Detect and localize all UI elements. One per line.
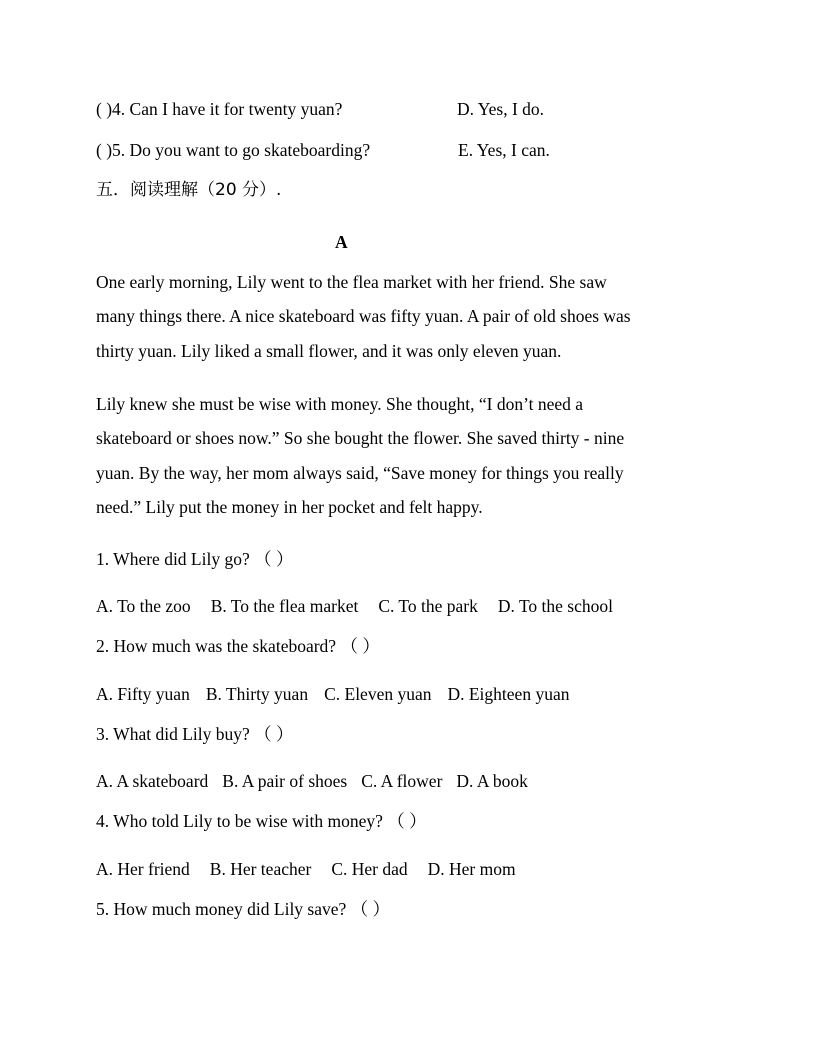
question-4-options (96, 861, 516, 879)
question-4: 4. Who told Lily to be wise with money? （ ） (96, 811, 427, 831)
option-d: D. A book (456, 771, 528, 791)
question-3-options (96, 773, 528, 791)
option-a: A. Fifty yuan (96, 684, 190, 704)
question-1-options (96, 598, 613, 616)
option-a: A. To the zoo (96, 596, 191, 616)
option-a: A. A skateboard (96, 771, 209, 791)
option-c: C. To the park (378, 596, 478, 616)
matching-question-5: ( )5. Do you want to go skateboarding? (96, 140, 371, 160)
option-b: B. Her teacher (209, 859, 312, 879)
option-c: C. A flower (361, 771, 443, 791)
paragraph-line: One early morning, Lily went to the flea market with her friend. She saw (96, 272, 607, 292)
question-1: 1. Where did Lily go? （ ） (96, 549, 294, 569)
option-c: C. Eleven yuan (324, 684, 432, 704)
question-2: 2. How much was the skateboard? （ ） (96, 636, 380, 656)
option-b: B. A pair of shoes (222, 771, 348, 791)
question-3: 3. What did Lily buy? （ ） (96, 724, 294, 744)
matching-question-4: ( )4. Can I have it for twenty yuan? (96, 99, 343, 119)
question-5: 5. How much money did Lily save? （ ） (96, 899, 391, 919)
question-2-options (96, 686, 569, 704)
paragraph-line: Lily knew she must be wise with money. She thought, “I don’t need a (96, 394, 584, 414)
paragraph-line: need.” Lily put the money in her pocket and felt happy. (96, 497, 483, 517)
option-a: A. Her friend (96, 859, 190, 879)
matching-answer-e: E. Yes, I can. (458, 140, 550, 160)
paragraph-line: skateboard or shoes now.” So she bought the flower. She saved thirty - nine (96, 428, 625, 448)
passage-label: A (335, 232, 348, 252)
option-d: D. Her mom (427, 859, 516, 879)
option-b: B. Thirty yuan (205, 684, 309, 704)
option-d: D. Eighteen yuan (447, 684, 570, 704)
option-b: B. To the flea market (210, 596, 359, 616)
paragraph-line: yuan. By the way, her mom always said, “Save money for things you really (96, 463, 624, 483)
matching-answer-d: D. Yes, I do. (457, 99, 545, 119)
section-title: 五．阅读理解（20 分）. (96, 180, 282, 200)
paragraph-line: many things there. A nice skateboard was fifty yuan. A pair of old shoes was (96, 306, 631, 326)
option-c: C. Her dad (331, 859, 408, 879)
paragraph-line: thirty yuan. Lily liked a small flower, and it was only eleven yuan. (96, 341, 562, 361)
option-d: D. To the school (497, 596, 613, 616)
